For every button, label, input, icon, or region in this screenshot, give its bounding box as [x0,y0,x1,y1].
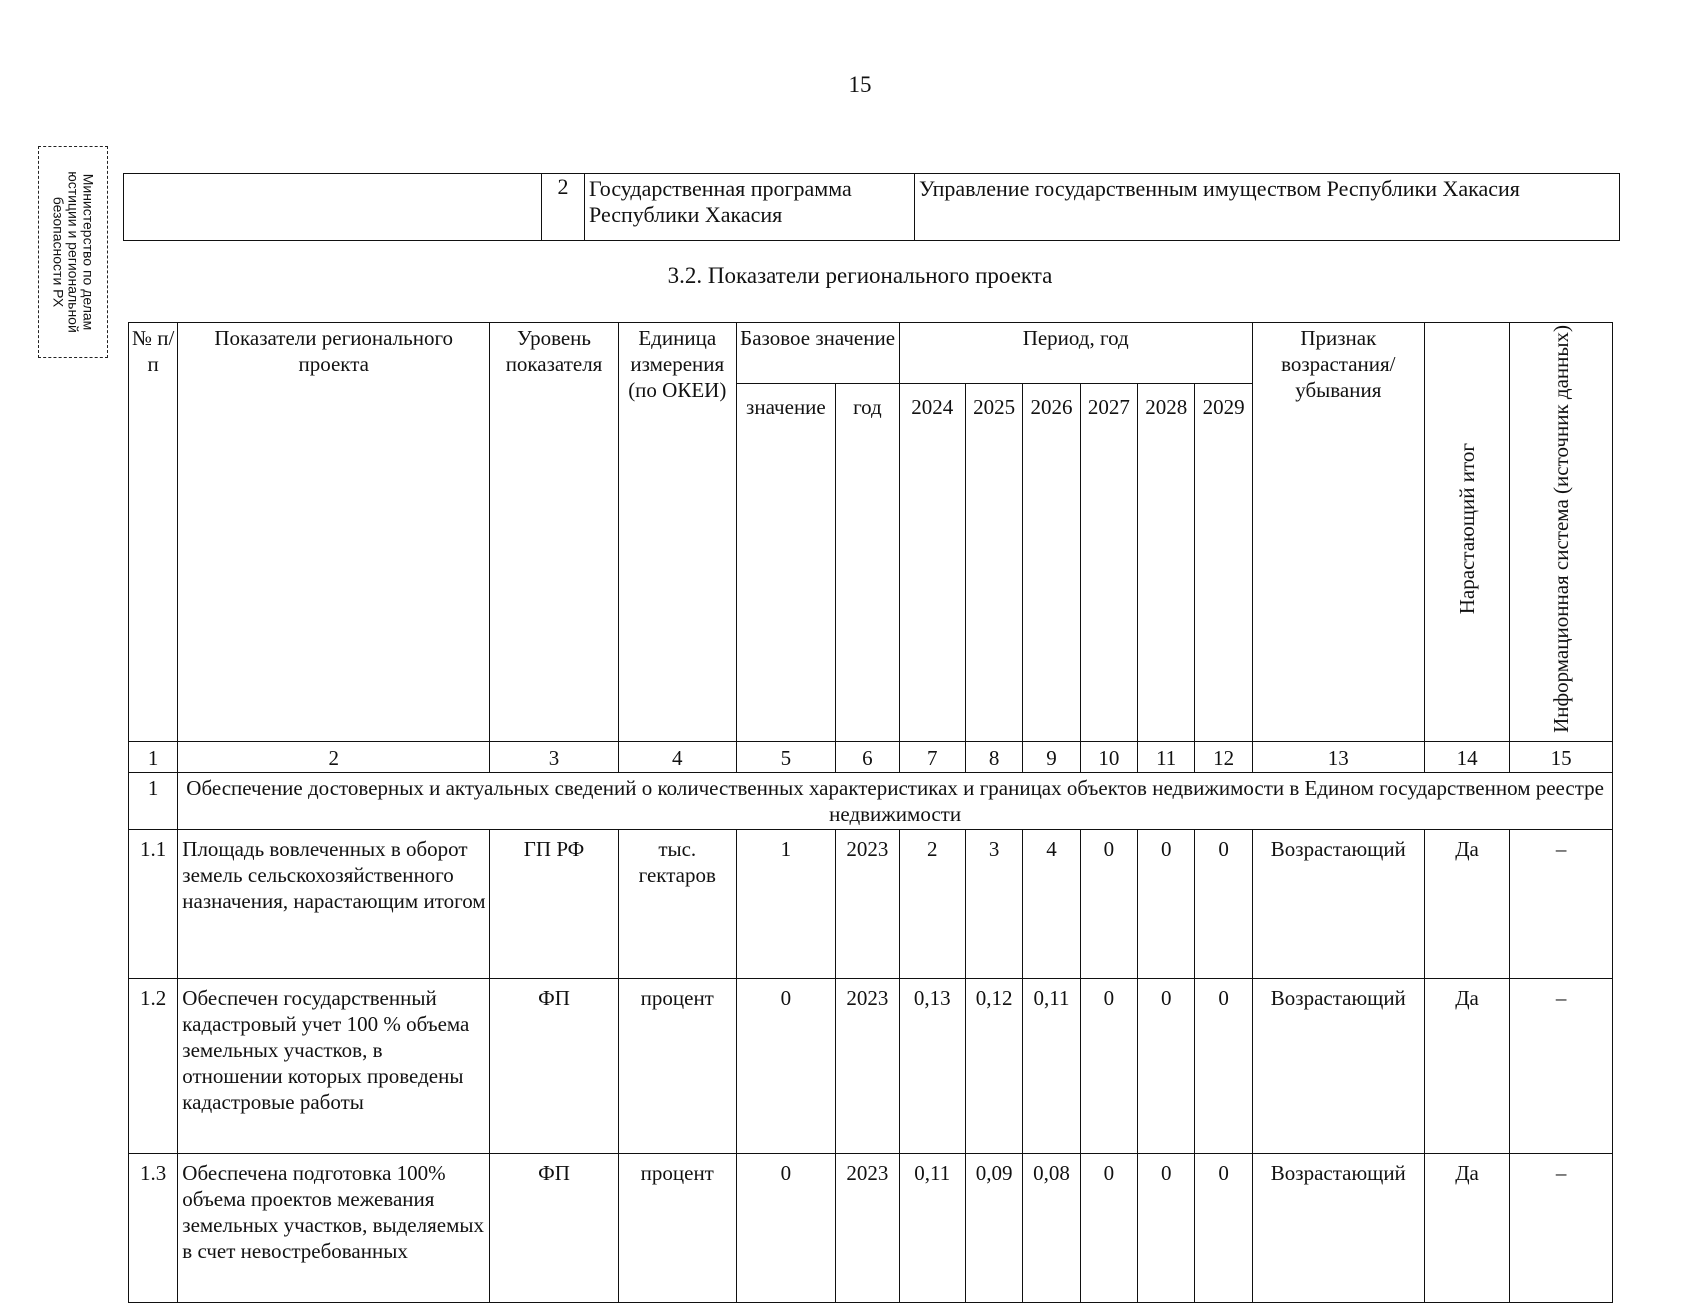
header-year: 2027 [1080,384,1137,742]
column-numbers-row [129,741,1613,772]
column-number: 12 [1195,741,1252,772]
row-base-year: 2023 [836,829,899,978]
column-number: 14 [1424,741,1510,772]
row-base-year: 2023 [836,1153,899,1302]
table-row [129,829,1613,978]
row-trend: Возрастающий [1252,1153,1424,1302]
row-indicator-name: Площадь вовлеченных в оборот земель сельскохозяйственного назначения, нарастающим итогом [178,829,490,978]
row-info-system: – [1510,978,1613,1153]
program-number: 2 [542,174,585,241]
stamp-line: безопасности РХ [50,196,67,308]
row-value-2027: 0 [1080,978,1137,1153]
header-year: 2025 [965,384,1022,742]
header-base: Базовое значение [736,323,899,384]
program-row [124,174,1620,241]
row-value-2028: 0 [1138,978,1195,1153]
header-info-system-text: Информационная система (источник данных) [1549,325,1574,733]
row-value-2026: 0,08 [1023,1153,1080,1302]
row-value-2026: 4 [1023,829,1080,978]
row-value-2027: 0 [1080,1153,1137,1302]
row-value-2024: 0,13 [899,978,965,1153]
row-value-2029: 0 [1195,1153,1252,1302]
header-indicator: Показатели регионального проекта [178,323,490,742]
row-cumulative: Да [1424,829,1510,978]
row-info-system: – [1510,829,1613,978]
row-value-2025: 3 [965,829,1022,978]
column-number: 11 [1138,741,1195,772]
row-num: 1.2 [129,978,178,1153]
header-level: Уровень показателя [490,323,619,742]
row-value-2026: 0,11 [1023,978,1080,1153]
row-cumulative: Да [1424,978,1510,1153]
program-responsible: Управление государственным имуществом Республики Хакасия [915,174,1620,241]
row-base-value: 0 [736,1153,836,1302]
column-number: 3 [490,741,619,772]
stamp-text [51,149,96,355]
row-cumulative: Да [1424,1153,1510,1302]
stamp-line: юстиции и региональной [65,171,82,333]
column-number: 13 [1252,741,1424,772]
row-unit: процент [618,1153,736,1302]
header-num: № п/п [129,323,178,742]
column-number: 7 [899,741,965,772]
header-base-value: значение [736,384,836,742]
row-value-2028: 0 [1138,829,1195,978]
row-level: ФП [490,1153,619,1302]
row-trend: Возрастающий [1252,829,1424,978]
goal-row [129,772,1613,829]
header-cumulative-text: Нарастающий итог [1455,443,1480,615]
row-value-2028: 0 [1138,1153,1195,1302]
row-unit: процент [618,978,736,1153]
header-year: 2026 [1023,384,1080,742]
header-unit: Единица измерения (по ОКЕИ) [618,323,736,742]
column-number: 15 [1510,741,1613,772]
row-base-year: 2023 [836,978,899,1153]
row-value-2029: 0 [1195,978,1252,1153]
row-base-value: 0 [736,978,836,1153]
table-row [129,978,1613,1153]
row-value-2025: 0,12 [965,978,1022,1153]
empty-cell [124,174,542,241]
row-level: ФП [490,978,619,1153]
page-number: 15 [848,72,872,97]
registration-stamp [38,146,108,358]
program-table [123,173,1620,241]
column-number: 9 [1023,741,1080,772]
column-number: 2 [178,741,490,772]
row-value-2024: 0,11 [899,1153,965,1302]
column-number: 1 [129,741,178,772]
header-year: 2024 [899,384,965,742]
row-value-2027: 0 [1080,829,1137,978]
header-year: 2028 [1138,384,1195,742]
goal-text: Обеспечение достоверных и актуальных сведений о количественных характеристиках и границах объектов недвижимости в Едином государственном реестре недвижимости [178,772,1613,829]
stamp-line: Министерство по делам [80,173,97,331]
row-value-2024: 2 [899,829,965,978]
row-trend: Возрастающий [1252,978,1424,1153]
column-number: 4 [618,741,736,772]
program-name: Государственная программа Республики Хакасия [585,174,915,241]
row-num: 1.3 [129,1153,178,1302]
row-num: 1.1 [129,829,178,978]
section-title: 3.2. Показатели регионального проекта [667,263,1053,288]
header-trend: Признак возрастания/ убывания [1252,323,1424,742]
goal-num: 1 [129,772,178,829]
header-year: 2029 [1195,384,1252,742]
column-number: 10 [1080,741,1137,772]
header-row [129,323,1613,384]
header-cumulative [1424,323,1510,742]
row-base-value: 1 [736,829,836,978]
row-indicator-name: Обеспечена подготовка 100% объема проектов межевания земельных участков, выделяемых в счет невостребованных [178,1153,490,1302]
column-number: 8 [965,741,1022,772]
column-number: 6 [836,741,899,772]
header-base-year: год [836,384,899,742]
row-info-system: – [1510,1153,1613,1302]
header-period: Период, год [899,323,1252,384]
row-level: ГП РФ [490,829,619,978]
header-info-system [1510,323,1613,742]
column-number: 5 [736,741,836,772]
row-unit: тыс. гектаров [618,829,736,978]
row-value-2025: 0,09 [965,1153,1022,1302]
row-value-2029: 0 [1195,829,1252,978]
indicators-table [128,322,1613,1303]
row-indicator-name: Обеспечен государственный кадастровый учет 100 % объема земельных участков, в отношении которых проведены кадастровые работы [178,978,490,1153]
table-row [129,1153,1613,1302]
